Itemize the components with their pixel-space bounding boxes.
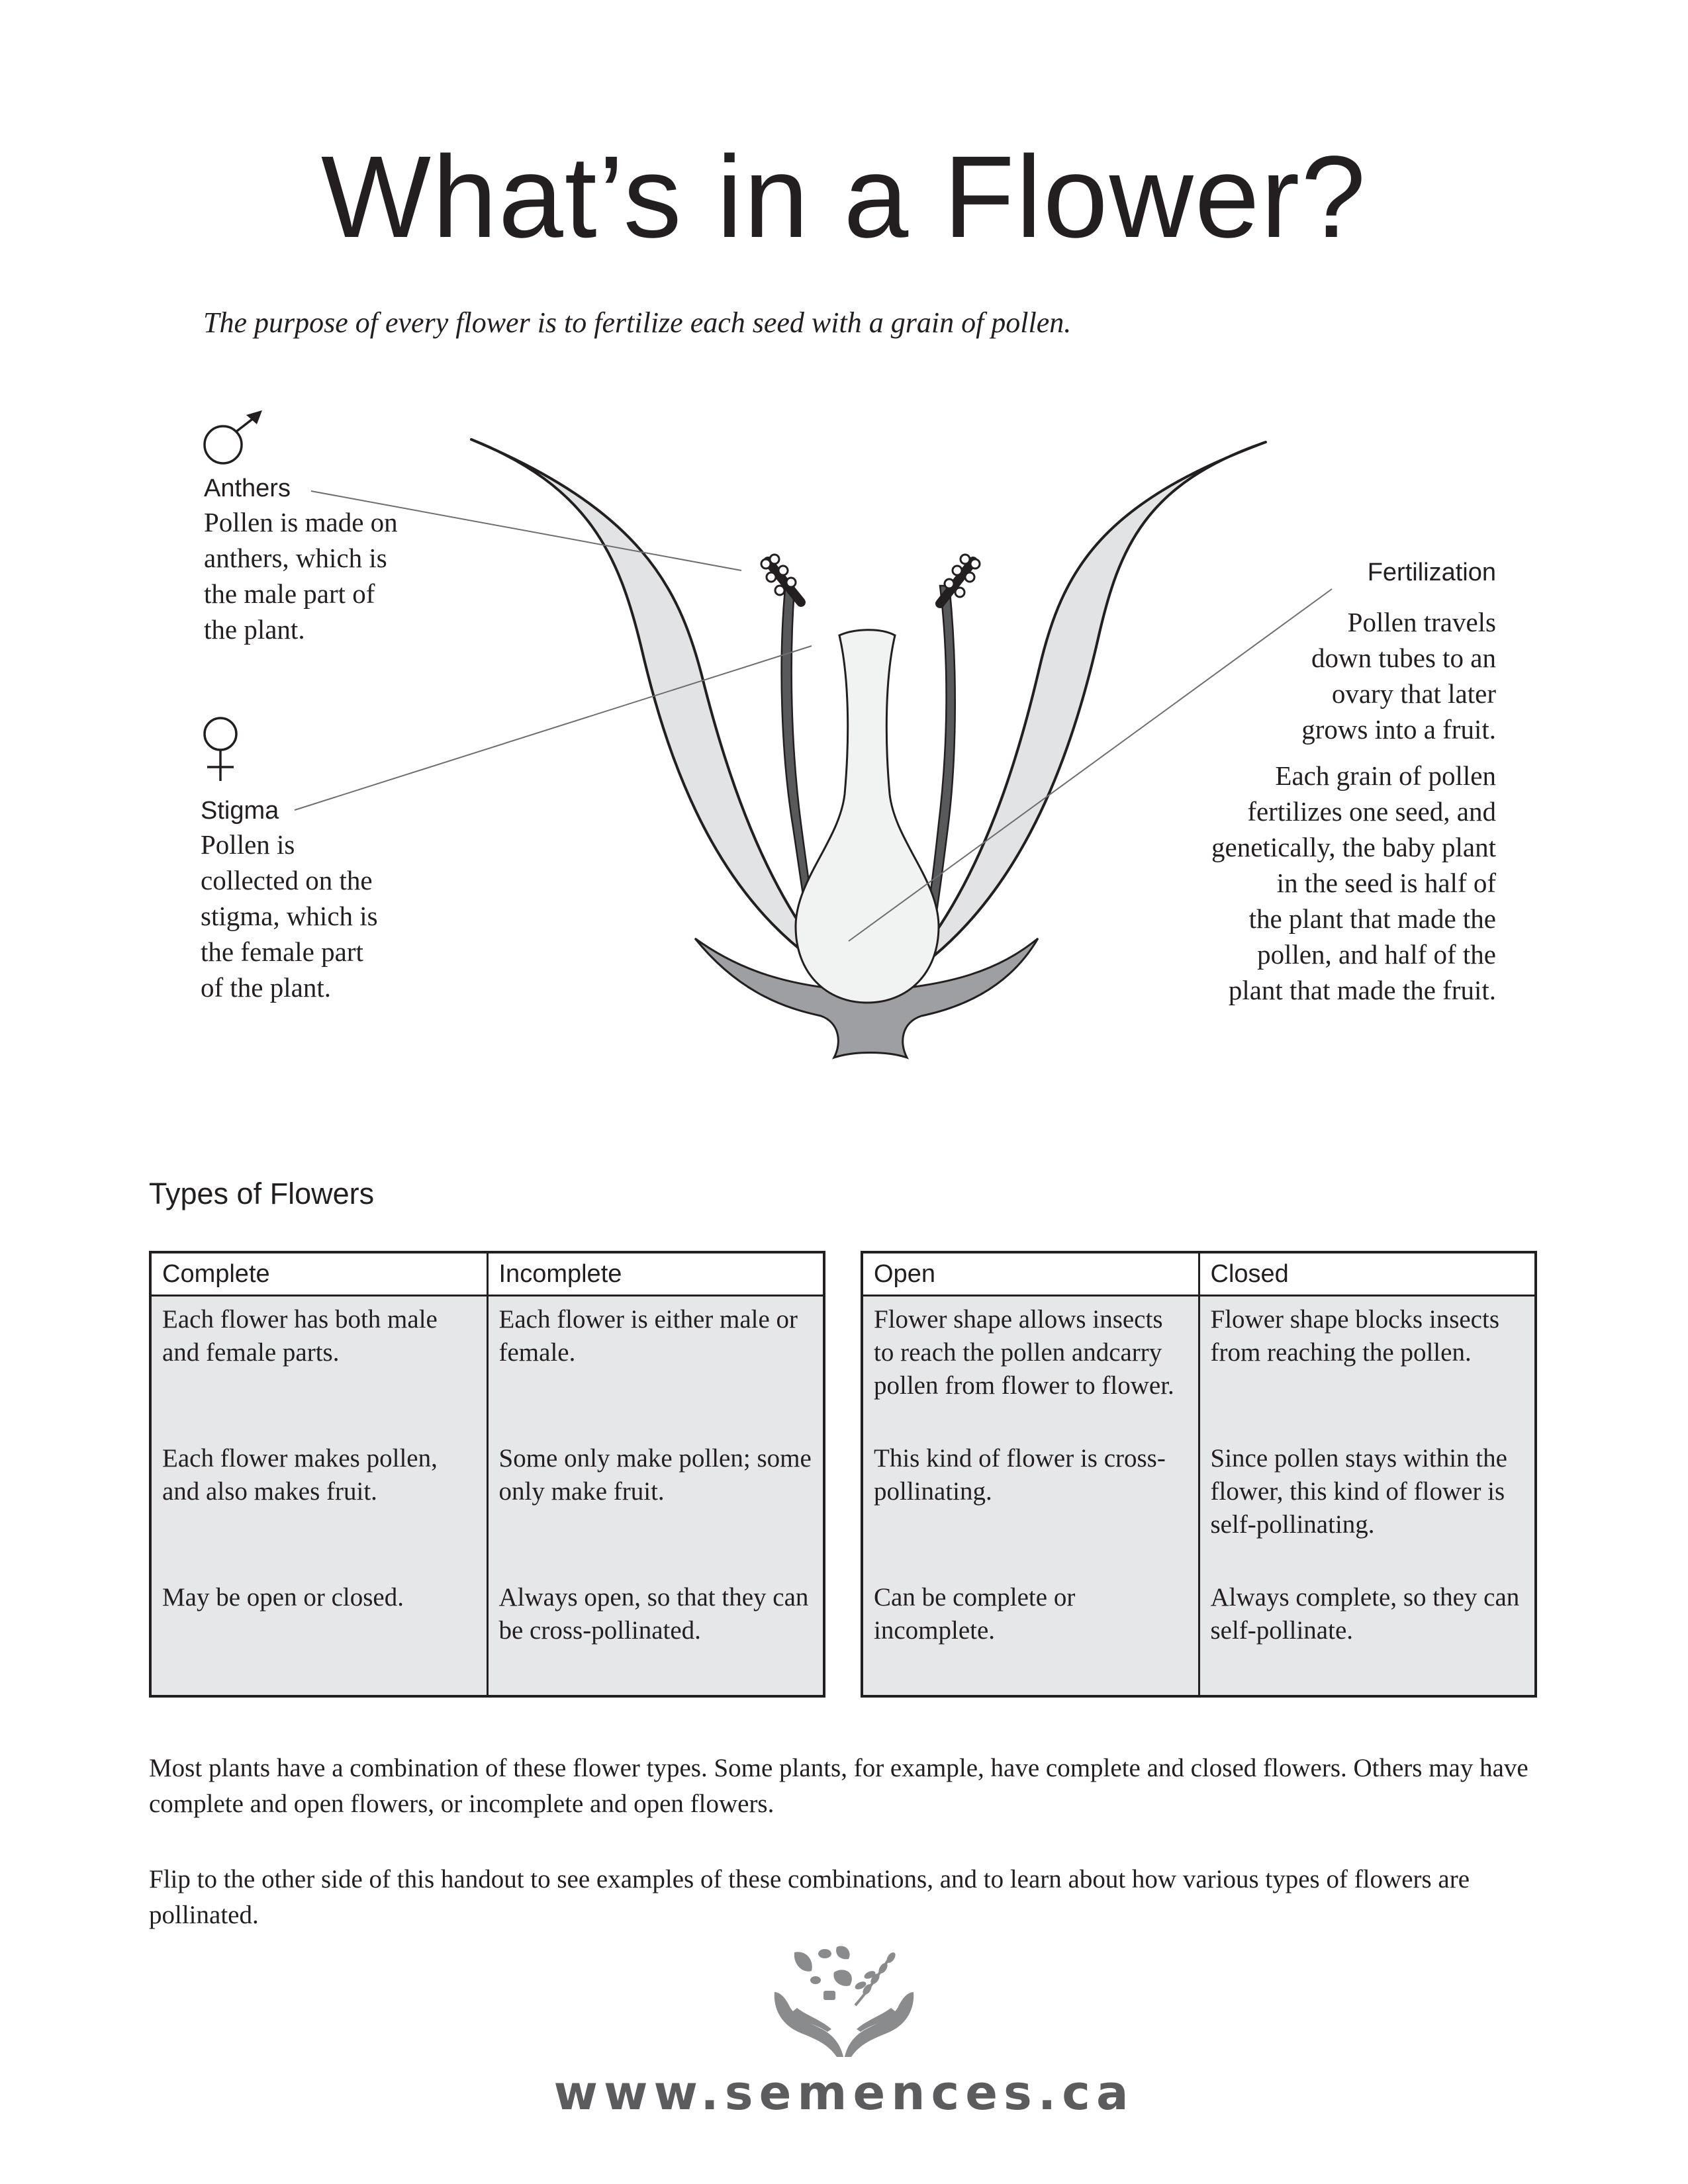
- table-cell: This kind of flower is cross-pollinating.: [862, 1435, 1199, 1574]
- table-cell: Always open, so that they can be cross-pollinated.: [487, 1574, 824, 1696]
- table-row: [862, 1435, 1536, 1574]
- table-cell: Each flower is either male or female.: [487, 1296, 824, 1436]
- table-cell: Each flower makes pollen, and also makes fruit.: [150, 1435, 487, 1574]
- right-anther: [940, 555, 980, 604]
- table-cell: Each flower has both male and female parts.: [150, 1296, 487, 1436]
- table-row: [150, 1574, 824, 1696]
- table-header-row: [862, 1252, 1536, 1296]
- anthers-line: Pollen is made on: [204, 506, 398, 537]
- fertilization-line: grows into a fruit.: [1301, 713, 1496, 745]
- table-row: [862, 1574, 1536, 1696]
- fertilization-heading: Fertilization: [1367, 559, 1496, 586]
- page-subtitle: The purpose of every flower is to fertilize each seed with a grain of pollen.: [203, 306, 1072, 339]
- open-closed-table: [861, 1251, 1537, 1698]
- stigma-line: of the plant.: [201, 972, 331, 1003]
- website-link[interactable]: www.semences.ca: [553, 2065, 1135, 2120]
- column-header-closed: Closed: [1199, 1252, 1536, 1296]
- fertilization-line: down tubes to an: [1311, 642, 1496, 673]
- stigma-description: [201, 796, 412, 1005]
- left-anther: [761, 555, 801, 602]
- table-cell: Flower shape blocks insects from reaching the pollen.: [1199, 1296, 1536, 1436]
- fertilization-line: the plant that made the: [1248, 903, 1496, 934]
- anthers-description: [204, 474, 422, 647]
- female-symbol-icon: [205, 718, 236, 781]
- column-header-open: Open: [862, 1252, 1199, 1296]
- combination-paragraph: Most plants have a combination of these flower types. Some plants, for example, have complete and closed flowers. Others may have complete and open flowers, or incomplete and open flowers.: [149, 1754, 1528, 1818]
- pistil-ovary: [796, 630, 939, 1003]
- anthers-line: the plant.: [204, 614, 305, 645]
- column-header-incomplete: Incomplete: [487, 1252, 824, 1296]
- stigma-line: stigma, which is: [201, 900, 378, 931]
- stigma-line: collected on the: [201, 864, 373, 895]
- page-title: What’s in a Flower?: [320, 132, 1368, 262]
- fertilization-line: plant that made the fruit.: [1228, 974, 1496, 1005]
- column-header-complete: Complete: [150, 1252, 487, 1296]
- table-cell: Flower shape allows insects to reach the pollen andcarry pollen from flower to flower.: [862, 1296, 1199, 1436]
- complete-incomplete-table: [149, 1251, 825, 1698]
- table-cell: Always complete, so they can self-pollinate.: [1199, 1574, 1536, 1696]
- table-row: [150, 1296, 824, 1436]
- stigma-line: Pollen is: [201, 829, 295, 860]
- fertilization-line: ovary that later: [1331, 678, 1496, 709]
- types-of-flowers-heading: Types of Flowers: [149, 1177, 375, 1210]
- fertilization-line: in the seed is half of: [1276, 867, 1496, 898]
- anthers-line: the male part of: [204, 578, 375, 609]
- hands-seeds-logo-icon: [768, 1939, 920, 2058]
- table-header-row: [150, 1252, 824, 1296]
- fertilization-line: Pollen travels: [1347, 606, 1496, 637]
- left-petal: [471, 439, 813, 956]
- anthers-heading: Anthers: [204, 475, 291, 502]
- flip-paragraph: Flip to the other side of this handout to see examples of these combinations, and to learn about how various types of flowers are pollinated.: [149, 1865, 1470, 1929]
- table-cell: Can be complete or incomplete.: [862, 1574, 1199, 1696]
- table-cell: Since pollen stays within the flower, this kind of flower is self-pollinating.: [1199, 1435, 1536, 1574]
- fertilization-line: pollen, and half of the: [1257, 938, 1496, 970]
- fertilization-line: genetically, the baby plant: [1211, 831, 1496, 862]
- stigma-heading: Stigma: [201, 797, 279, 825]
- stigma-line: the female part: [201, 936, 363, 967]
- anthers-line: anthers, which is: [204, 542, 387, 573]
- table-row: [862, 1296, 1536, 1436]
- table-cell: May be open or closed.: [150, 1574, 487, 1696]
- fertilization-line: fertilizes one seed, and: [1247, 796, 1496, 827]
- table-row: [150, 1435, 824, 1574]
- fertilization-description: [1178, 558, 1496, 1008]
- fertilization-line: Each grain of pollen: [1275, 760, 1496, 791]
- male-symbol-icon: [205, 410, 262, 463]
- table-cell: Some only make pollen; some only make fruit.: [487, 1435, 824, 1574]
